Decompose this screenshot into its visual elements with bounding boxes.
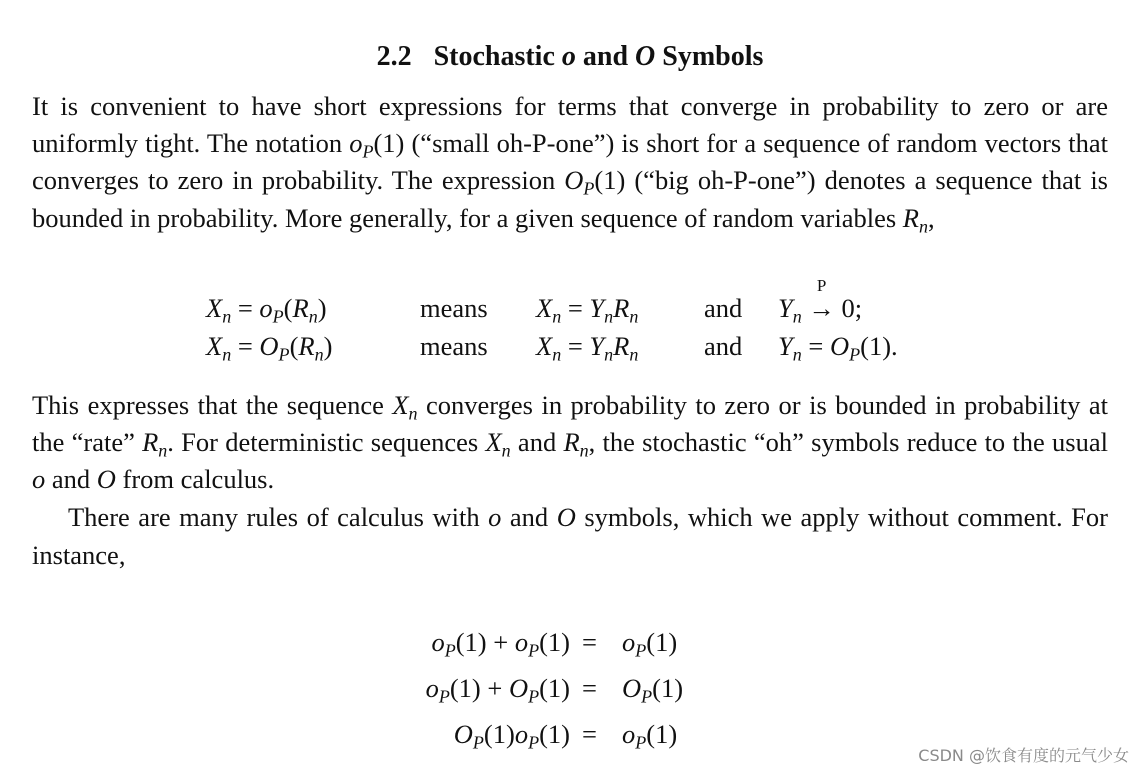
watermark: CSDN @饮食有度的元气少女 <box>918 746 1129 765</box>
display-equations-definitions: $X_n = o_P(R_n)$ means $X_n = Y_nR_n$ and $Y_n$ P → 0; $X_n = O_P(R_n)$ means $X_n = Y_nR_n$ and $Y_n = O_P(1)$. <box>206 275 898 365</box>
paragraph-rate: This expresses that the sequence $X_n$ converges in probability to zero or is bounded in probability at the “rate” $R_n$. For deterministic sequences $X_n$ and $R_n$, the stochastic “oh” symbols reduce to the usual o and O from calculus. <box>32 389 1108 495</box>
section-number: 2.2 <box>376 41 412 72</box>
paragraph-rules: There are many rules of calculus with o and O symbols, which we apply without comment. For instance, <box>32 502 1108 570</box>
paragraph-intro: It is convenient to have short expressions for terms that converge in probability to zero or are uniformly tight. The notation $o_P(1)$ (“small oh-P-one”) is short for a sequence of random vectors that converges to zero in probability. The expression $O_P(1)$ (“big oh-P-one”) denotes a sequence that is bounded in probability. More generally, for a given sequence of random variables $R_n$, <box>32 91 1108 236</box>
display-equations-rules: $o_P(1) + o_P(1)$ = $o_P(1)$ $o_P(1) + O_P(1)$ = $O_P(1)$ $O_P(1)o_P(1)$ = $o_P(1)$ <box>425 626 684 753</box>
page-content <box>32 30 1108 753</box>
section-heading: 2.2 Stochastic o and O Symbols <box>376 41 764 72</box>
